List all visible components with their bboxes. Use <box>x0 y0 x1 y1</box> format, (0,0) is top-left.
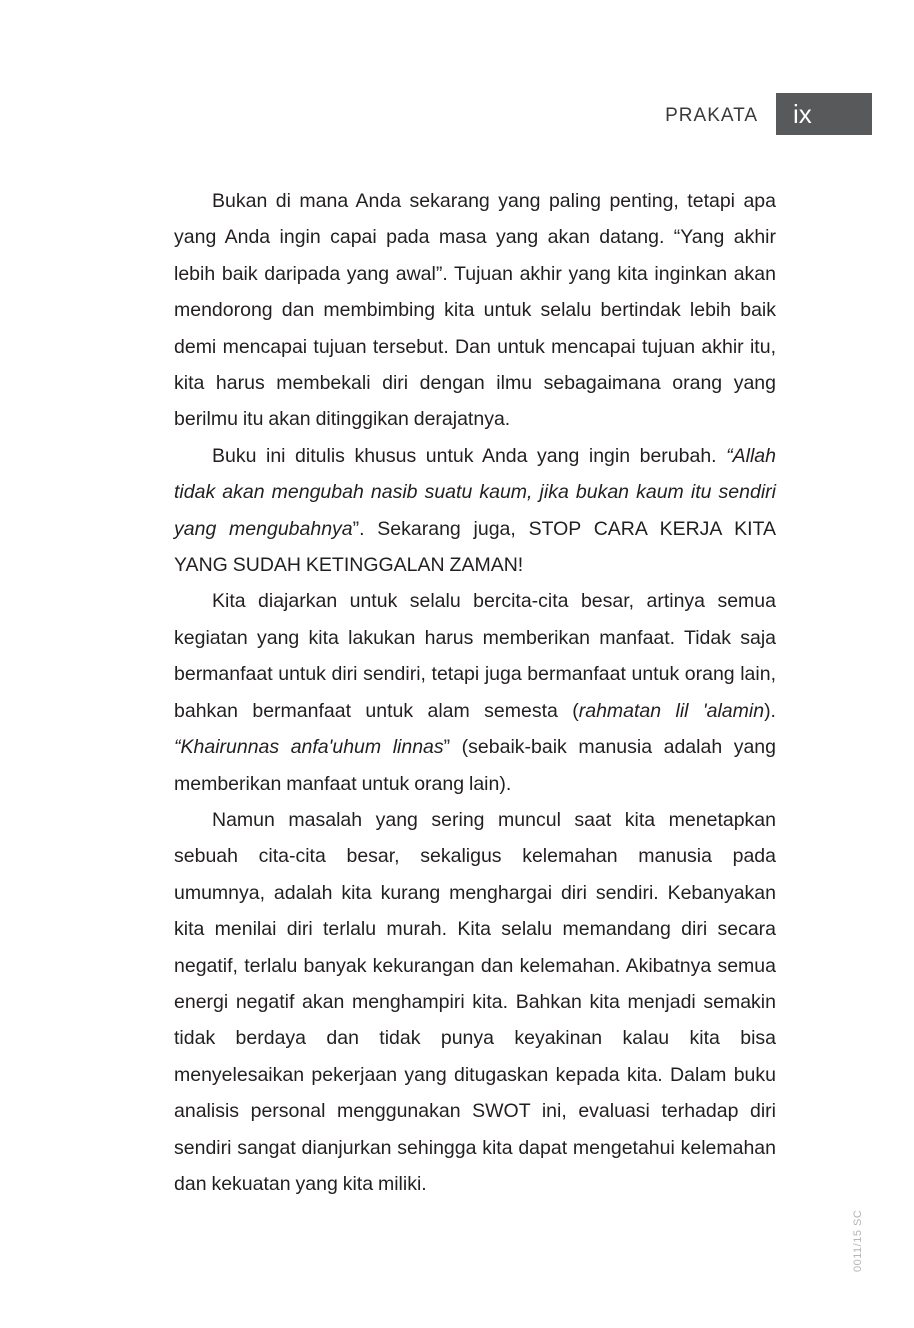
paragraph-3-quote: “Khairunnas anfa'uhum linnas <box>174 736 444 759</box>
page-number-box <box>776 93 872 135</box>
paragraph-2-text-a: Buku ini ditulis khusus untuk Anda yang ingin berubah. <box>212 444 727 467</box>
page-number: ix <box>793 99 812 129</box>
paragraph-3 <box>174 583 776 801</box>
paragraph-3-term: rahmatan lil 'alamin <box>578 699 765 722</box>
paragraph-4: Namun masalah yang sering muncul saat kita menetapkan sebuah cita-cita besar, sekaligus kelemahan manusia pada umumnya, adalah kita kurang menghargai diri sendiri. Kebanyakan kita menilai diri terlalu murah. Kita selalu memandang diri secara negatif, terlalu banyak kekurangan dan kelemahan. Akibatnya semua energi negatif akan menghampiri kita. Bahkan kita menjadi semakin tidak berdaya dan tidak punya keyakinan kalau kita bisa menyelesaikan pekerjaan yang ditugaskan kepada kita. Dalam buku analisis personal menggunakan SWOT ini, evaluasi terhadap diri sendiri sangat dianjurkan sehingga kita dapat mengetahui kelemahan dan kekuatan yang kita miliki. <box>174 808 776 1195</box>
paragraph-3-text-e: ” (sebaik-baik manusia adalah yang memberikan manfaat untuk orang lain). <box>174 736 776 795</box>
paragraph-3-text-a: Kita diajarkan untuk selalu bercita-cita besar, artinya semua kegiatan yang kita lakukan harus memberikan manfaat. Tidak saja bermanfaat untuk diri sendiri, tetapi juga bermanfaat untuk orang lain, bahkan bermanfaat untuk alam semesta ( <box>174 590 776 722</box>
paragraph-2-quote: “Allah tidak akan mengubah nasib suatu kaum, jika bukan kaum itu sendiri yang mengubahnya <box>174 444 776 540</box>
body-text <box>174 183 776 1202</box>
paragraph-3-text-c: ). <box>764 699 776 722</box>
section-label: PRAKATA <box>665 105 758 126</box>
side-print-code: 0011/15 SC <box>852 1209 864 1272</box>
paragraph-1: Bukan di mana Anda sekarang yang paling penting, tetapi apa yang Anda ingin capai pada masa yang akan datang. “Yang akhir lebih baik daripada yang awal”. Tujuan akhir yang kita inginkan akan mendorong dan membimbing kita untuk selalu bertindak lebih baik demi mencapai tujuan tersebut. Dan untuk mencapai tujuan akhir itu, kita harus membekali diri dengan ilmu sebagaimana orang yang berilmu itu akan ditinggikan derajatnya. <box>174 190 776 431</box>
paragraph-2 <box>174 438 776 584</box>
paragraph-2-text-c: ”. Sekarang juga, STOP CARA KERJA KITA YANG SUDAH KETINGGALAN ZAMAN! <box>174 517 776 577</box>
